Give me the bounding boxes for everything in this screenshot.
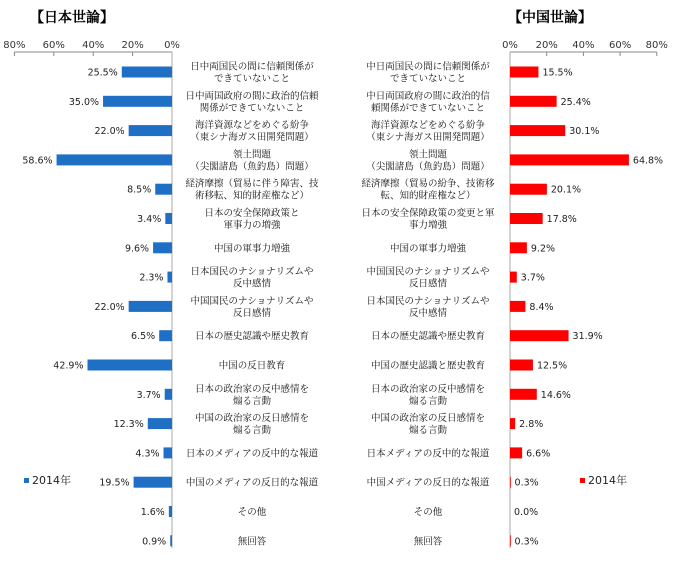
japan-category-label: 日本の歴史認識や歴史教育 — [194, 331, 310, 343]
japan-bar — [153, 242, 172, 253]
china-bar-value-label: 15.5% — [542, 67, 573, 79]
china-category-label: 日本の安全保障政策の変更と軍事力増強 — [361, 208, 495, 231]
japan-bar — [159, 330, 172, 341]
china-category-label: 中国メディアの反日的な報道 — [366, 477, 490, 489]
japan-category-label: 中国国民のナショナリズムや反日感情 — [190, 295, 314, 319]
china-bar-value-label: 17.8% — [546, 214, 577, 225]
japan-legend-swatch — [24, 478, 29, 483]
china-category-label: 中国の政治家の反日感情を煽る言動 — [370, 413, 486, 437]
japan-bar-value-label: 12.3% — [113, 419, 144, 431]
japan-bar-value-label: 22.0% — [94, 126, 125, 138]
china-bar-value-label: 64.8% — [632, 155, 664, 167]
japan-x-tick-label: 20% — [121, 40, 144, 51]
japan-category-label: 日本の安全保障政策と軍事力の増強 — [204, 208, 300, 231]
china-x-tick-label: 20% — [535, 40, 558, 51]
china-bar — [510, 154, 629, 165]
japan-x-tick-label: 60% — [42, 40, 65, 51]
japan-category-label: 日本国民のナショナリズムや反中感情 — [190, 266, 314, 290]
china-bar-value-label: 31.9% — [572, 331, 603, 343]
japan-x-tick-label: 40% — [82, 40, 105, 51]
china-legend-label: 2014年 — [588, 474, 627, 487]
china-bar — [510, 301, 525, 312]
japan-bar — [87, 360, 172, 371]
china-category-label: 日本国民のナショナリズムや反中感情 — [366, 295, 490, 319]
china-panel — [361, 40, 667, 548]
japan-bar — [169, 506, 172, 517]
japan-category-label: 日中両国政府の間に政治的信頼関係ができていないこと — [185, 90, 319, 114]
china-category-label: 中日両国政府の間に政治的信頼関係ができていないこと — [366, 90, 490, 114]
japan-panel — [3, 40, 319, 548]
japan-bar — [57, 154, 172, 165]
japan-x-tick-label: 80% — [3, 40, 26, 51]
japan-category-label: 領土問題（尖閣諸島（魚釣島）問題） — [190, 149, 314, 173]
china-bar — [510, 360, 533, 371]
japan-bar-value-label: 58.6% — [22, 155, 53, 167]
japan-category-label: 中国の反日教育 — [218, 360, 286, 372]
japan-bar — [155, 184, 172, 195]
china-category-label: 無回答 — [413, 536, 443, 548]
china-category-label: 中国の軍事力増強 — [389, 243, 467, 255]
japan-category-label: 日中両国民の間に信頼関係ができていないこと — [190, 61, 314, 85]
japan-panel-title: 【日本世論】 — [30, 10, 114, 26]
china-category-label: 日本の歴史認識や歴史教育 — [370, 331, 486, 343]
china-bar-value-label: 8.4% — [529, 301, 554, 313]
japan-legend-label: 2014年 — [32, 474, 71, 487]
japan-category-label: 海洋資源などをめぐる紛争（東シナ海ガス田開発問題） — [190, 120, 314, 144]
china-bar — [510, 272, 517, 283]
japan-category-label: 経済摩擦（貿易に伴う障害、技術移転、知的財産権など） — [185, 178, 319, 202]
china-bar-value-label: 14.6% — [540, 389, 571, 401]
japan-bar-value-label: 2.3% — [139, 272, 164, 284]
china-bar-value-label: 0.3% — [514, 477, 539, 489]
china-bar — [510, 447, 522, 458]
japan-bar — [167, 272, 172, 283]
china-bar-value-label: 0.3% — [514, 536, 539, 548]
japan-bar-value-label: 3.7% — [136, 389, 161, 401]
japan-category-label: 中国のメディアの反日的な報道 — [185, 477, 319, 489]
china-category-label: 日本の政治家の反中感情を煽る言動 — [370, 383, 486, 407]
japan-bar-value-label: 35.0% — [68, 96, 100, 108]
japan-bar — [164, 447, 172, 458]
china-category-label: 中国の歴史認識と歴史教育 — [370, 360, 486, 372]
japan-bar — [170, 535, 172, 546]
japan-bar — [122, 67, 172, 78]
japan-bar-value-label: 3.4% — [137, 214, 162, 225]
china-bar — [510, 389, 537, 400]
china-bar-value-label: 6.6% — [526, 448, 551, 460]
china-legend-swatch — [580, 478, 585, 483]
china-x-tick-label: 80% — [645, 40, 668, 51]
china-bar — [510, 330, 569, 341]
japan-bar-value-label: 25.5% — [87, 67, 118, 79]
japan-bar — [129, 301, 172, 312]
china-bar-value-label: 30.1% — [569, 126, 600, 138]
japan-category-label: 中国の政治家の反日感情を煽る言動 — [194, 413, 310, 437]
japan-category-label: 日本の政治家の反中感情を煽る言動 — [194, 383, 310, 407]
china-bar-value-label: 3.7% — [520, 272, 545, 284]
china-bar-value-label: 25.4% — [560, 96, 591, 108]
japan-bar — [103, 96, 172, 107]
china-bar — [510, 213, 543, 224]
japan-category-label: その他 — [237, 507, 267, 518]
japan-bar-value-label: 9.6% — [124, 243, 150, 255]
china-bar — [510, 184, 547, 195]
china-bar-value-label: 12.5% — [536, 360, 568, 372]
china-category-label: その他 — [413, 507, 443, 518]
china-bar — [510, 477, 511, 488]
china-bar-value-label: 2.8% — [519, 419, 544, 431]
china-bar — [510, 67, 538, 78]
china-x-tick-label: 0% — [502, 40, 518, 51]
japan-bar-value-label: 6.5% — [131, 331, 156, 343]
japan-category-label: 中国の軍事力増強 — [213, 243, 291, 255]
china-x-tick-label: 60% — [608, 40, 632, 51]
china-category-label: 海洋資源などをめぐる紛争（東シナ海ガス田開発問題） — [366, 120, 490, 144]
japan-bar — [129, 125, 172, 136]
china-category-label: 中日両国民の間に信頼関係ができていないこと — [366, 61, 490, 85]
japan-bar-value-label: 8.5% — [127, 184, 152, 196]
china-bar — [510, 96, 557, 107]
japan-bar-value-label: 4.3% — [135, 448, 160, 460]
japan-x-tick-label: 0% — [164, 40, 180, 51]
japan-bar — [134, 477, 172, 488]
china-x-tick-label: 40% — [572, 40, 595, 51]
japan-bar-value-label: 1.6% — [140, 507, 165, 518]
japan-bar — [148, 418, 172, 429]
china-bar — [510, 418, 515, 429]
japan-bar-value-label: 42.9% — [53, 360, 84, 372]
china-bar — [510, 242, 527, 253]
japan-category-label: 日本のメディアの反中的な報道 — [185, 448, 319, 460]
japan-bar — [165, 213, 172, 224]
japan-bar — [165, 389, 172, 400]
china-bar-value-label: 9.2% — [530, 243, 556, 255]
china-category-label: 経済摩擦（貿易の紛争、技術移転、知的財産権など） — [361, 178, 495, 202]
china-bar-value-label: 0.0% — [514, 507, 539, 518]
china-category-label: 領土問題（尖閣諸島（魚釣島）問題） — [366, 149, 490, 173]
japan-bar-value-label: 22.0% — [94, 301, 125, 313]
china-category-label: 中国国民のナショナリズムや反日感情 — [366, 266, 490, 290]
japan-category-label: 無回答 — [237, 536, 267, 548]
china-category-label: 日本メディアの反中的な報道 — [366, 448, 490, 460]
japan-bar-value-label: 0.9% — [142, 536, 167, 548]
china-panel-title: 【中国世論】 — [508, 10, 592, 26]
china-bar — [510, 535, 511, 546]
china-bar-value-label: 20.1% — [550, 184, 582, 196]
china-bar — [510, 125, 565, 136]
japan-bar-value-label: 19.5% — [99, 477, 130, 489]
